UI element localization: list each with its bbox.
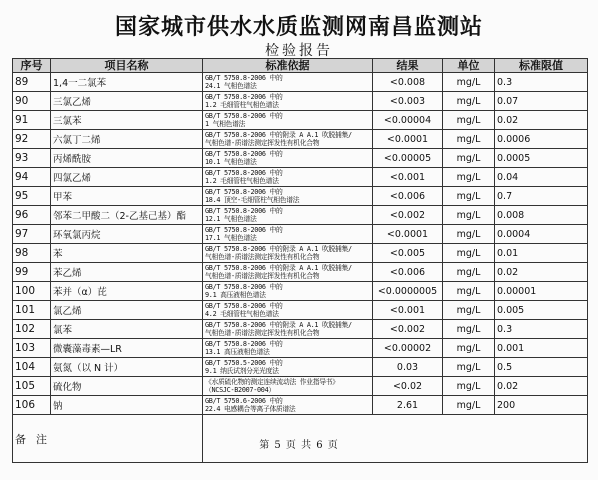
standard-basis-line: 气相色谱-质谱法测定挥发性有机化合物 bbox=[205, 253, 320, 261]
standard-basis-line: GB/T 5750.8-2006 中的 bbox=[205, 74, 283, 82]
standard-basis-line: 1.2 毛细管柱气相色谱法 bbox=[205, 177, 279, 185]
standard-basis-line: GB/T 5750.8-2006 中的附录 A A.1 吹脱捕集/ bbox=[205, 245, 352, 253]
row-item-name: 氯乙烯 bbox=[51, 301, 203, 320]
row-item-name: 丙烯酰胺 bbox=[51, 149, 203, 168]
standard-basis-line: GB/T 5750.8-2006 中的 bbox=[205, 169, 283, 177]
row-limit: 0.008 bbox=[495, 206, 588, 225]
row-result: <0.008 bbox=[373, 73, 443, 92]
standard-basis-line: GB/T 5750.6-2006 中的 bbox=[205, 397, 283, 405]
table-row bbox=[13, 206, 588, 225]
row-standard-basis bbox=[203, 187, 373, 206]
row-limit: 0.00001 bbox=[495, 282, 588, 301]
row-seq: 90 bbox=[13, 92, 51, 111]
row-seq: 99 bbox=[13, 263, 51, 282]
standard-basis-line: 9.1 纳氏试剂分光光度法 bbox=[205, 367, 279, 375]
row-seq: 92 bbox=[13, 130, 51, 149]
row-unit: mg/L bbox=[443, 396, 495, 415]
standard-basis-line: GB/T 5750.8-2006 中的附录 A A.1 吹脱捕集/ bbox=[205, 264, 352, 272]
row-item-name: 苯乙烯 bbox=[51, 263, 203, 282]
row-unit: mg/L bbox=[443, 263, 495, 282]
header-unit: 单位 bbox=[443, 59, 495, 73]
row-result: <0.00005 bbox=[373, 149, 443, 168]
table-row bbox=[13, 187, 588, 206]
row-standard-basis bbox=[203, 92, 373, 111]
row-limit: 0.02 bbox=[495, 263, 588, 282]
standard-basis-line: GB/T 5750.8-2006 中的 bbox=[205, 283, 283, 291]
row-standard-basis bbox=[203, 320, 373, 339]
standard-basis-line: 18.4 顶空-毛细管柱气相色谱法 bbox=[205, 196, 300, 204]
row-unit: mg/L bbox=[443, 377, 495, 396]
standard-basis-line: 气相色谱-质谱法测定挥发性有机化合物 bbox=[205, 272, 320, 280]
standard-basis-line: 12.1 气相色谱法 bbox=[205, 215, 257, 223]
row-standard-basis bbox=[203, 244, 373, 263]
row-item-name: 三氯乙烯 bbox=[51, 92, 203, 111]
row-item-name: 甲苯 bbox=[51, 187, 203, 206]
row-result: <0.005 bbox=[373, 244, 443, 263]
row-item-name: 苯并（α）芘 bbox=[51, 282, 203, 301]
standard-basis-line: GB/T 5750.8-2006 中的附录 A A.1 吹脱捕集/ bbox=[205, 131, 352, 139]
row-result: <0.006 bbox=[373, 263, 443, 282]
standard-basis-line: GB/T 5750.8-2006 中的 bbox=[205, 93, 283, 101]
remark-label: 备注 bbox=[13, 415, 203, 463]
row-limit: 0.04 bbox=[495, 168, 588, 187]
row-limit: 0.7 bbox=[495, 187, 588, 206]
row-limit: 0.3 bbox=[495, 73, 588, 92]
report-title: 检验报告 bbox=[265, 43, 333, 59]
row-standard-basis bbox=[203, 339, 373, 358]
row-limit: 0.005 bbox=[495, 301, 588, 320]
row-item-name: 钠 bbox=[51, 396, 203, 415]
row-item-name: 三氯苯 bbox=[51, 111, 203, 130]
table-row bbox=[13, 320, 588, 339]
standard-basis-line: GB/T 5750.8-2006 中的 bbox=[205, 112, 283, 120]
row-item-name: 氯苯 bbox=[51, 320, 203, 339]
row-unit: mg/L bbox=[443, 358, 495, 377]
row-result: 2.61 bbox=[373, 396, 443, 415]
table-row bbox=[13, 130, 588, 149]
row-standard-basis bbox=[203, 282, 373, 301]
table-row bbox=[13, 73, 588, 92]
standard-basis-line: 1 气相色谱法 bbox=[205, 120, 246, 128]
header-seq: 序号 bbox=[13, 59, 51, 73]
row-result: <0.006 bbox=[373, 187, 443, 206]
row-limit: 0.02 bbox=[495, 377, 588, 396]
row-result: <0.002 bbox=[373, 206, 443, 225]
row-unit: mg/L bbox=[443, 73, 495, 92]
row-item-name: 1,4一二氯苯 bbox=[51, 73, 203, 92]
row-unit: mg/L bbox=[443, 225, 495, 244]
row-unit: mg/L bbox=[443, 206, 495, 225]
header-item: 项目名称 bbox=[51, 59, 203, 73]
row-limit: 0.3 bbox=[495, 320, 588, 339]
row-seq: 102 bbox=[13, 320, 51, 339]
row-result: 0.03 bbox=[373, 358, 443, 377]
table-row bbox=[13, 225, 588, 244]
row-limit: 0.02 bbox=[495, 111, 588, 130]
standard-basis-line: 24.1 气相色谱法 bbox=[205, 82, 257, 90]
row-seq: 106 bbox=[13, 396, 51, 415]
standard-basis-line: GB/T 5750.8-2006 中的 bbox=[205, 302, 283, 310]
row-unit: mg/L bbox=[443, 92, 495, 111]
table-row bbox=[13, 339, 588, 358]
row-standard-basis bbox=[203, 396, 373, 415]
header-limit: 标准限值 bbox=[495, 59, 588, 73]
row-standard-basis bbox=[203, 111, 373, 130]
row-unit: mg/L bbox=[443, 149, 495, 168]
row-result: <0.001 bbox=[373, 301, 443, 320]
row-item-name: 四氯乙烯 bbox=[51, 168, 203, 187]
row-unit: mg/L bbox=[443, 244, 495, 263]
standard-basis-line: （NCSJC-B2007-004） bbox=[205, 386, 275, 394]
standard-basis-line: GB/T 5750.8-2006 中的附录 A A.1 吹脱捕集/ bbox=[205, 321, 352, 329]
row-standard-basis bbox=[203, 263, 373, 282]
row-seq: 103 bbox=[13, 339, 51, 358]
standard-basis-line: 气相色谱-质谱法测定挥发性有机化合物 bbox=[205, 329, 320, 337]
standard-basis-line: GB/T 5750.8-2006 中的 bbox=[205, 188, 283, 196]
row-limit: 0.5 bbox=[495, 358, 588, 377]
row-item-name: 六氯丁二烯 bbox=[51, 130, 203, 149]
station-title: 国家城市供水水质监测网南昌监测站 bbox=[114, 14, 483, 40]
row-standard-basis bbox=[203, 130, 373, 149]
standard-basis-line: 《水质硫化物的测定连续流动法 作业指导书》 bbox=[205, 378, 339, 386]
row-result: <0.0001 bbox=[373, 225, 443, 244]
row-item-name: 微囊藻毒素—LR bbox=[51, 339, 203, 358]
standard-basis-line: GB/T 5750.8-2006 中的 bbox=[205, 226, 283, 234]
table-row bbox=[13, 111, 588, 130]
row-unit: mg/L bbox=[443, 168, 495, 187]
standard-basis-line: GB/T 5750.8-2006 中的 bbox=[205, 150, 283, 158]
row-standard-basis bbox=[203, 301, 373, 320]
row-result: <0.003 bbox=[373, 92, 443, 111]
row-seq: 105 bbox=[13, 377, 51, 396]
row-unit: mg/L bbox=[443, 187, 495, 206]
row-unit: mg/L bbox=[443, 339, 495, 358]
row-result: <0.0000005 bbox=[373, 282, 443, 301]
standard-basis-line: 10.1 气相色谱法 bbox=[205, 158, 257, 166]
standard-basis-line: 气相色谱-质谱法测定挥发性有机化合物 bbox=[205, 139, 320, 147]
row-result: <0.00004 bbox=[373, 111, 443, 130]
row-unit: mg/L bbox=[443, 282, 495, 301]
table-row bbox=[13, 149, 588, 168]
row-unit: mg/L bbox=[443, 301, 495, 320]
row-standard-basis bbox=[203, 206, 373, 225]
row-seq: 100 bbox=[13, 282, 51, 301]
row-item-name: 邻苯二甲酸二（2-乙基己基）酯 bbox=[51, 206, 203, 225]
row-result: <0.001 bbox=[373, 168, 443, 187]
standard-basis-line: 4.2 毛细管柱气相色谱法 bbox=[205, 310, 279, 318]
test-results-table bbox=[12, 58, 588, 463]
row-standard-basis bbox=[203, 225, 373, 244]
row-limit: 200 bbox=[495, 396, 588, 415]
row-item-name: 苯 bbox=[51, 244, 203, 263]
row-seq: 97 bbox=[13, 225, 51, 244]
row-limit: 0.01 bbox=[495, 244, 588, 263]
row-standard-basis bbox=[203, 73, 373, 92]
row-unit: mg/L bbox=[443, 111, 495, 130]
row-result: <0.00002 bbox=[373, 339, 443, 358]
table-header-row bbox=[13, 59, 588, 73]
row-result: <0.0001 bbox=[373, 130, 443, 149]
row-seq: 98 bbox=[13, 244, 51, 263]
table-row bbox=[13, 282, 588, 301]
row-seq: 89 bbox=[13, 73, 51, 92]
standard-basis-line: 13.1 高压液相色谱法 bbox=[205, 348, 270, 356]
row-limit: 0.0005 bbox=[495, 149, 588, 168]
standard-basis-line: 9.1 高压液相色谱法 bbox=[205, 291, 266, 299]
row-seq: 94 bbox=[13, 168, 51, 187]
row-seq: 101 bbox=[13, 301, 51, 320]
row-result: <0.02 bbox=[373, 377, 443, 396]
table-row bbox=[13, 92, 588, 111]
page-number: 第 5 页 共 6 页 bbox=[259, 440, 339, 451]
row-unit: mg/L bbox=[443, 320, 495, 339]
standard-basis-line: GB/T 5750.8-2006 中的 bbox=[205, 340, 283, 348]
standard-basis-line: GB/T 5750.5-2006 中的 bbox=[205, 359, 283, 367]
row-unit: mg/L bbox=[443, 130, 495, 149]
row-item-name: 环氧氯丙烷 bbox=[51, 225, 203, 244]
standard-basis-line: GB/T 5750.8-2006 中的 bbox=[205, 207, 283, 215]
row-standard-basis bbox=[203, 358, 373, 377]
row-limit: 0.07 bbox=[495, 92, 588, 111]
table-row bbox=[13, 396, 588, 415]
row-limit: 0.001 bbox=[495, 339, 588, 358]
table-row bbox=[13, 168, 588, 187]
row-standard-basis bbox=[203, 377, 373, 396]
table-row bbox=[13, 301, 588, 320]
row-seq: 93 bbox=[13, 149, 51, 168]
row-seq: 95 bbox=[13, 187, 51, 206]
row-result: <0.002 bbox=[373, 320, 443, 339]
row-seq: 91 bbox=[13, 111, 51, 130]
row-standard-basis bbox=[203, 149, 373, 168]
row-seq: 104 bbox=[13, 358, 51, 377]
row-item-name: 氨氮（以 N 计） bbox=[51, 358, 203, 377]
row-seq: 96 bbox=[13, 206, 51, 225]
standard-basis-line: 1.2 毛细管柱气相色谱法 bbox=[205, 101, 279, 109]
standard-basis-line: 22.4 电感耦合等离子体质谱法 bbox=[205, 405, 296, 413]
table-row bbox=[13, 377, 588, 396]
header-basis: 标准依据 bbox=[203, 59, 373, 73]
header-result: 结果 bbox=[373, 59, 443, 73]
row-standard-basis bbox=[203, 168, 373, 187]
row-item-name: 硫化物 bbox=[51, 377, 203, 396]
row-limit: 0.0004 bbox=[495, 225, 588, 244]
table-row bbox=[13, 358, 588, 377]
row-limit: 0.0006 bbox=[495, 130, 588, 149]
table-row bbox=[13, 244, 588, 263]
standard-basis-line: 17.1 气相色谱法 bbox=[205, 234, 257, 242]
table-row bbox=[13, 263, 588, 282]
